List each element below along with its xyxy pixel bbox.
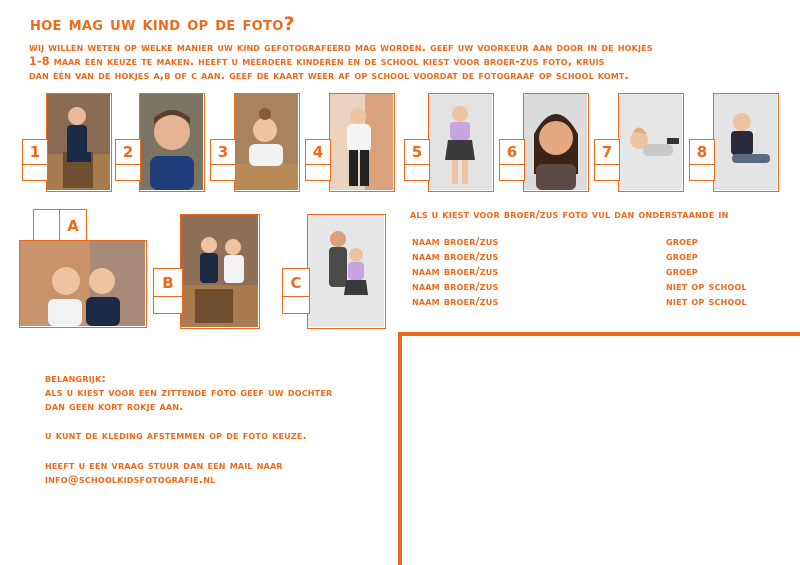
notes-important-line-1: als u kiest voor een zittende foto geef uw dochter [45,386,333,399]
sibling-a-label: A [67,216,79,235]
intro-line-2: 1-8 maar één keuze te maken. heeft u meerdere kinderen en de school kiest voor broer-zus foto, kruis [29,55,605,68]
option-6-label: 6 [506,143,518,161]
photo-sibling-a [19,240,147,328]
option-4-label: 4 [312,143,324,161]
checkbox-sibling-c-extra [282,296,310,314]
sibling-school-label-4: niet op school [666,280,747,293]
sibling-group-label-2: groep [666,250,698,263]
notes-important-label: belangrijk: [45,372,107,385]
sibling-name-label-3: naam broer/zus [412,265,499,278]
sibling-name-label-2: naam broer/zus [412,250,499,263]
sibling-name-label-1: naam broer/zus [412,235,499,248]
checkbox-sibling-a[interactable] [59,209,87,242]
photo-sibling-c [307,214,386,329]
sibling-c-label: C [290,273,302,292]
checkbox-sibling-c[interactable] [282,268,310,297]
sibling-school-label-5: niet op school [666,295,747,308]
sibling-group-label-3: groep [666,265,698,278]
address-pane [398,332,800,565]
checkbox-sibling-b-extra [153,296,183,314]
checkbox-option-3[interactable] [210,139,236,165]
photo-option-2 [139,93,205,192]
checkbox-option-1-extra [22,164,48,181]
checkbox-option-6-extra [499,164,525,181]
photo-option-6 [523,93,589,192]
checkbox-option-4-extra [305,164,331,181]
checkbox-option-2[interactable] [115,139,141,165]
photo-option-4 [329,93,395,192]
photo-option-7 [618,93,684,192]
sibling-name-label-5: naam broer/zus [412,295,499,308]
checkbox-option-5-extra [404,164,430,181]
checkbox-option-8-extra [689,164,715,181]
photo-option-1 [46,93,112,192]
option-2-label: 2 [122,143,134,161]
checkbox-sibling-a-extra [33,209,61,242]
notes-clothing: u kunt de kleding afstemmen op de foto keuze. [45,429,307,442]
checkbox-option-1[interactable] [22,139,48,165]
checkbox-option-6[interactable] [499,139,525,165]
option-5-label: 5 [411,143,423,161]
page-title: hoe mag uw kind op de foto? [30,13,295,35]
option-3-label: 3 [217,143,229,161]
intro-text [29,41,789,83]
notes-question: heeft u een vraag stuur dan een mail naar [45,459,283,472]
checkbox-option-8[interactable] [689,139,715,165]
option-8-label: 8 [696,143,708,161]
sibling-b-label: B [162,273,174,292]
photo-option-8 [713,93,779,192]
notes-important-line-2: dan geen kort rokje aan. [45,400,184,413]
checkbox-option-4[interactable] [305,139,331,165]
checkbox-option-3-extra [210,164,236,181]
intro-line-3: dan één van de hokjes a,b of c aan. geef de kaart weer af op school voordat de fotograaf op school komt. [29,69,629,82]
notes-email-link[interactable]: info@schoolkidsfotografie.nl [45,473,216,486]
checkbox-option-2-extra [115,164,141,181]
checkbox-option-7-extra [594,164,620,181]
photo-option-3 [234,93,300,192]
checkbox-option-7[interactable] [594,139,620,165]
option-7-label: 7 [601,143,613,161]
sibling-group-label-1: groep [666,235,698,248]
checkbox-sibling-b[interactable] [153,268,183,297]
option-1-label: 1 [29,143,41,161]
checkbox-option-5[interactable] [404,139,430,165]
photo-sibling-b [180,214,260,329]
sibling-form-heading: als u kiest voor broer/zus foto vul dan onderstaande in [410,208,729,221]
intro-line-1: wij willen weten op welke manier uw kind gefotografeerd mag worden. geef uw voorkeur aan door in de hokjes [29,41,653,54]
photo-option-5 [428,93,494,192]
sibling-name-label-4: naam broer/zus [412,280,499,293]
